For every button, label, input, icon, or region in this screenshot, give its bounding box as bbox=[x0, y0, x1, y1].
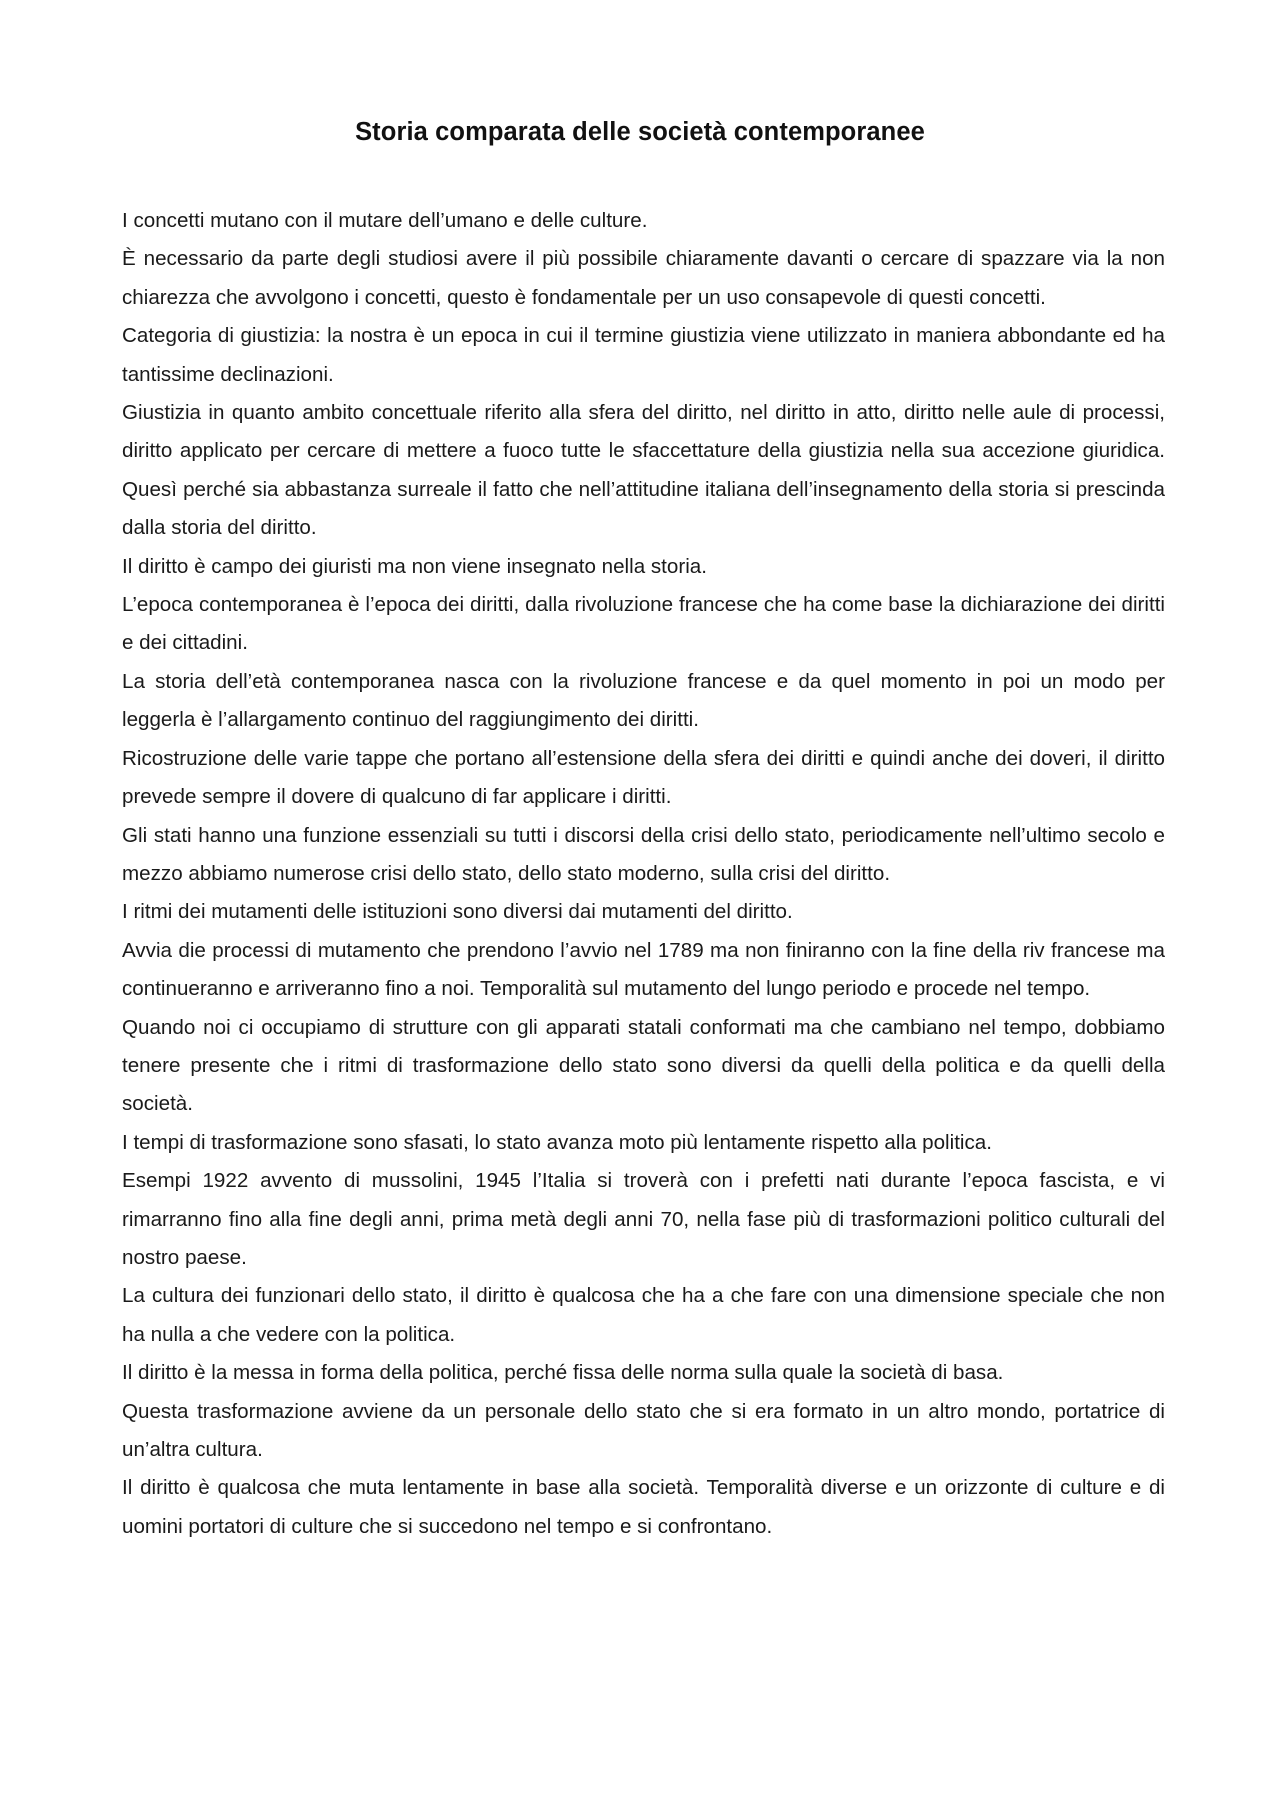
body-paragraph: La cultura dei funzionari dello stato, il diritto è qualcosa che ha a che fare con una dimensione speciale che non ha nulla a che vedere con la politica. bbox=[122, 1284, 1165, 1346]
body-paragraph: Avvia die processi di mutamento che prendono l’avvio nel 1789 ma non finiranno con la fine della riv francese ma continueranno e arriveranno fino a noi. Temporalità sul mutamento del lungo periodo e procede nel tempo. bbox=[122, 938, 1165, 1001]
body-paragraph: Questa trasformazione avviene da un personale dello stato che si era formato in un altro mondo, portatrice di un’altra cultura. bbox=[122, 1399, 1165, 1461]
body-paragraph: La storia dell’età contemporanea nasca con la rivoluzione francese e da quel momento in poi un modo per leggerla è l’allargamento continuo del raggiungimento dei diritti. bbox=[122, 669, 1165, 732]
body-paragraph: Categoria di giustizia: la nostra è un epoca in cui il termine giustizia viene utilizzato in maniera abbondante ed ha tantissime declinazioni. bbox=[122, 324, 1165, 386]
body-paragraph: Esempi 1922 avvento di mussolini, 1945 l’Italia si troverà con i prefetti nati durante l’epoca fascista, e vi rimarranno fino alla fine degli anni, prima metà degli anni 70, nella fase più di trasformazioni politico culturali del nostro paese. bbox=[122, 1169, 1165, 1269]
document-body bbox=[122, 202, 1165, 1546]
body-paragraph: Ricostruzione delle varie tappe che portano all’estensione della sfera dei diritti e quindi anche dei doveri, il diritto prevede sempre il dovere di qualcuno di far applicare i diritti. bbox=[122, 746, 1165, 809]
body-paragraph: È necessario da parte degli studiosi avere il più possibile chiaramente davanti o cercare di spazzare via la non chiarezza che avvolgono i concetti, questo è fondamentale per un uso consapevole di questi concetti. bbox=[122, 247, 1165, 309]
body-paragraph: Il diritto è qualcosa che muta lentamente in base alla società. Temporalità diverse e un orizzonte di culture e di uomini portatori di culture che si succedono nel tempo e si confrontano. bbox=[122, 1476, 1165, 1538]
body-paragraph: I tempi di trasformazione sono sfasati, lo stato avanza moto più lentamente rispetto alla politica. bbox=[122, 1130, 992, 1154]
body-paragraph: I ritmi dei mutamenti delle istituzioni sono diversi dai mutamenti del diritto. bbox=[122, 900, 793, 924]
body-paragraph: Il diritto è la messa in forma della politica, perché fissa delle norma sulla quale la società di basa. bbox=[122, 1361, 1004, 1385]
body-paragraph: Giustizia in quanto ambito concettuale riferito alla sfera del diritto, nel diritto in atto, diritto nelle aule di processi, diritto applicato per cercare di mettere a fuoco tutte le sfaccettature della giustizia nella sua accezione giuridica. Quesì perché sia abbastanza surreale il fatto che nell’attitudine italiana dell’insegnamento della storia si prescinda dalla storia del diritto. bbox=[122, 401, 1165, 540]
document-title: Storia comparata delle società contemporanee bbox=[355, 118, 925, 146]
body-paragraph: Il diritto è campo dei giuristi ma non viene insegnato nella storia. bbox=[122, 554, 707, 578]
body-paragraph: L’epoca contemporanea è l’epoca dei diritti, dalla rivoluzione francese che ha come base la dichiarazione dei diritti e dei cittadini. bbox=[122, 593, 1165, 655]
body-paragraph: Gli stati hanno una funzione essenziali su tutti i discorsi della crisi dello stato, periodicamente nell’ultimo secolo e mezzo abbiamo numerose crisi dello stato, dello stato moderno, sulla crisi del diritto. bbox=[122, 823, 1165, 885]
body-paragraph: I concetti mutano con il mutare dell’umano e delle culture. bbox=[122, 209, 648, 232]
body-paragraph: Quando noi ci occupiamo di strutture con gli apparati statali conformati ma che cambiano nel tempo, dobbiamo tenere presente che i ritmi di trasformazione dello stato sono diversi da quelli della politica e da quelli della società. bbox=[122, 1015, 1165, 1116]
